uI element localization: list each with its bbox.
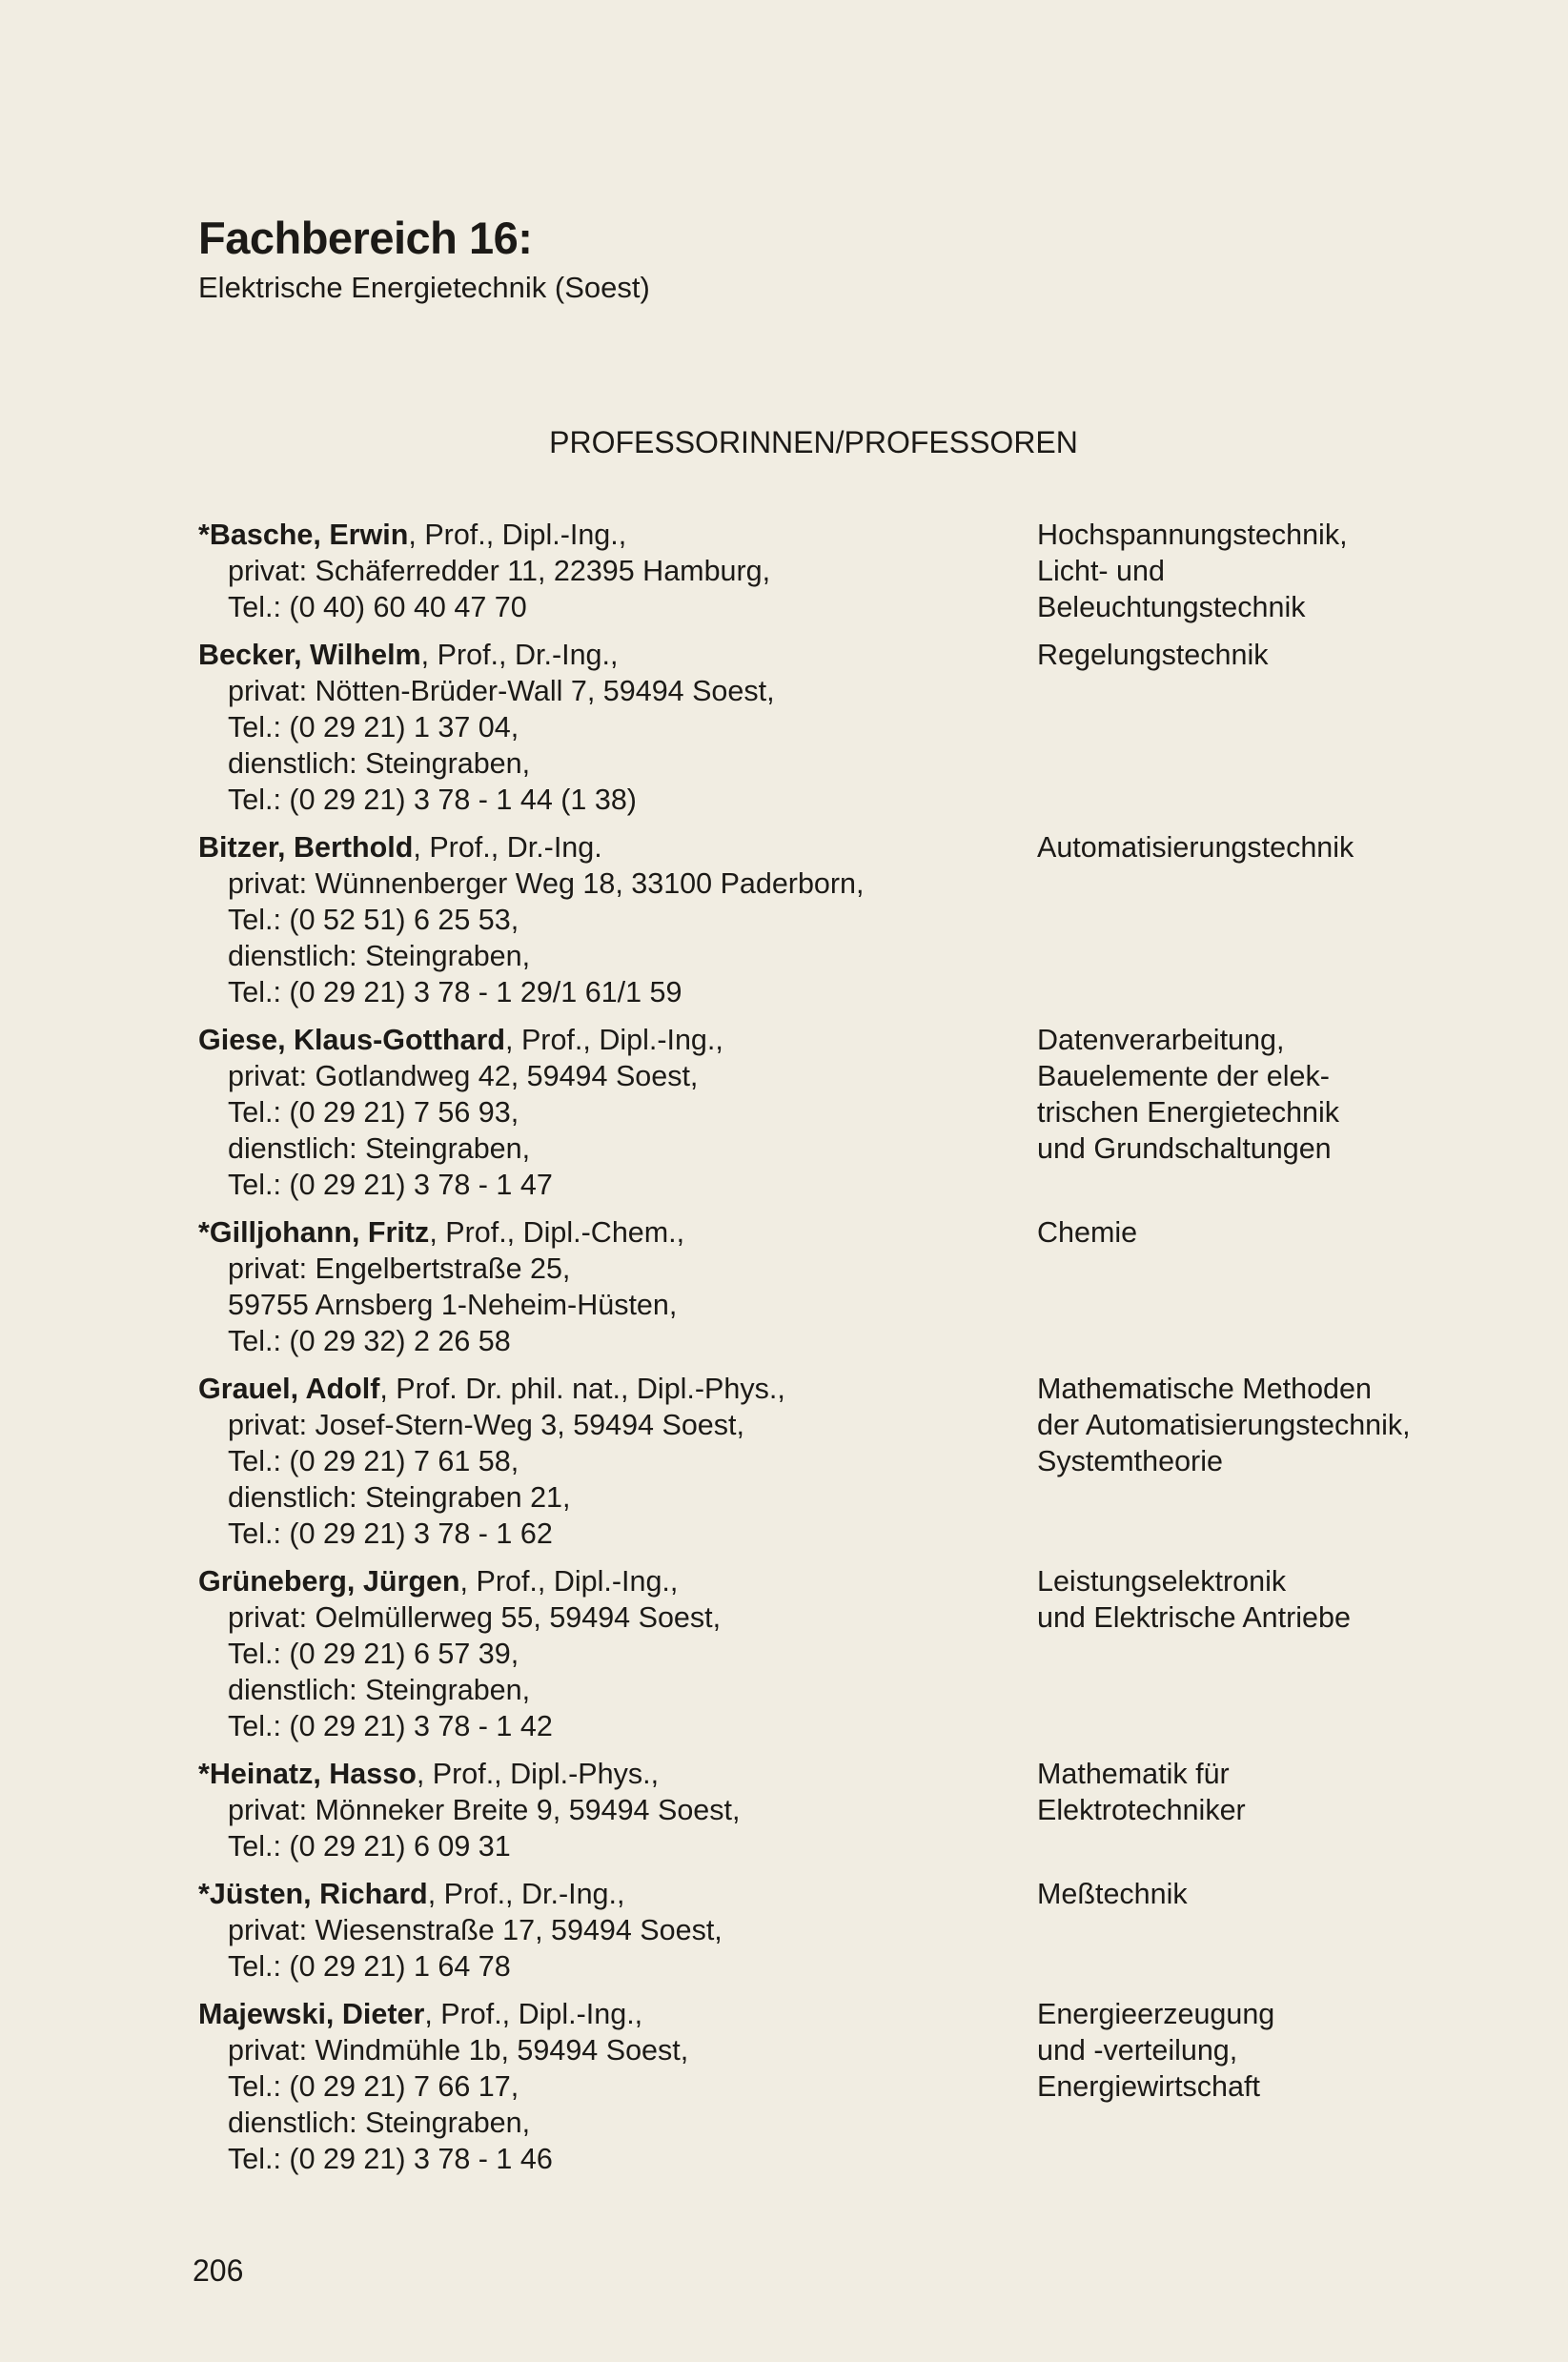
professor-details (198, 1022, 1037, 1203)
subject-area (1037, 1214, 1476, 1251)
professor-details (198, 1214, 1037, 1359)
subject-area (1037, 1876, 1476, 1912)
contact-line: dienstlich: Steingraben, (228, 940, 531, 972)
professor-title: , Prof., Dr.-Ing., (427, 1878, 625, 1910)
contact-line: Tel.: (0 52 51) 6 25 53, (228, 904, 519, 936)
contact-line: dienstlich: Steingraben, (228, 1132, 531, 1165)
subject-line: Licht- und (1037, 555, 1165, 587)
contact-line: Tel.: (0 29 21) 3 78 - 1 29/1 61/1 59 (228, 976, 682, 1008)
subject-area (1037, 1996, 1476, 2105)
contact-line: dienstlich: Steingraben, (228, 747, 531, 780)
subject-line: und Grundschaltungen (1037, 1132, 1332, 1165)
contact-line: Tel.: (0 29 21) 3 78 - 1 42 (228, 1710, 553, 1742)
professor-header-line (198, 1996, 1037, 2032)
professor-details (198, 1371, 1037, 1552)
professor-details (198, 1756, 1037, 1864)
subject-area (1037, 517, 1476, 625)
professor-name: *Jüsten, Richard (198, 1878, 428, 1910)
professor-title: , Prof., Dr.-Ing. (413, 831, 602, 864)
contact-line: dienstlich: Steingraben, (228, 1674, 531, 1706)
professor-header-line (198, 1022, 1037, 1058)
professor-entry (198, 637, 1476, 818)
contact-line: Tel.: (0 29 21) 3 78 - 1 46 (228, 2143, 553, 2175)
professor-header-line (198, 1563, 1037, 1599)
contact-line: Tel.: (0 29 21) 1 64 78 (228, 1950, 511, 1983)
professor-entry (198, 1756, 1476, 1864)
contact-line: dienstlich: Steingraben, (228, 2107, 531, 2139)
subject-line: Hochspannungstechnik, (1037, 519, 1348, 551)
subject-line: trischen Energietechnik (1037, 1096, 1340, 1129)
professor-name: Grauel, Adolf (198, 1373, 380, 1405)
professor-name: Becker, Wilhelm (198, 639, 421, 671)
contact-line: Tel.: (0 29 21) 7 61 58, (228, 1445, 519, 1477)
professor-details (198, 829, 1037, 1010)
professor-entry (198, 829, 1476, 1010)
professor-title: , Prof., Dipl.-Phys., (416, 1758, 660, 1790)
professor-entry (198, 1996, 1476, 2177)
subject-area (1037, 1022, 1476, 1167)
professor-header-line (198, 829, 1037, 865)
professor-header-line (198, 1371, 1037, 1407)
professor-name: *Gilljohann, Fritz (198, 1216, 430, 1249)
professor-entry (198, 1022, 1476, 1203)
professor-header-line (198, 517, 1037, 553)
subject-line: Chemie (1037, 1216, 1138, 1249)
professor-entry (198, 1876, 1476, 1985)
contact-line: Tel.: (0 29 21) 6 57 39, (228, 1638, 519, 1670)
professor-title: , Prof., Dipl.-Chem., (429, 1216, 685, 1249)
subject-line: und -verteilung, (1037, 2034, 1238, 2067)
subject-line: Mathematische Methoden (1037, 1373, 1372, 1405)
professor-entry (198, 1563, 1476, 1744)
professor-entry (198, 1214, 1476, 1359)
contact-line: Tel.: (0 29 21) 3 78 - 1 62 (228, 1517, 553, 1550)
subject-line: der Automatisierungstechnik, (1037, 1409, 1411, 1441)
subject-area (1037, 1371, 1476, 1479)
page-title: Fachbereich 16: (198, 213, 533, 263)
professor-title: , Prof., Dipl.-Ing., (424, 1998, 643, 2030)
subject-line: Leistungselektronik (1037, 1565, 1287, 1598)
contact-line: privat: Oelmüllerweg 55, 59494 Soest, (228, 1601, 722, 1634)
professor-name: *Heinatz, Hasso (198, 1758, 417, 1790)
subject-area (1037, 637, 1476, 673)
professor-list (198, 517, 1476, 2189)
professor-name: *Basche, Erwin (198, 519, 409, 551)
subject-line: Elektrotechniker (1037, 1794, 1246, 1826)
contact-line: privat: Wünnenberger Weg 18, 33100 Paderborn, (228, 867, 865, 900)
professor-title: , Prof., Dipl.-Ing., (408, 519, 627, 551)
subject-line: Automatisierungstechnik (1037, 831, 1354, 864)
professor-title: , Prof., Dipl.-Ing., (459, 1565, 679, 1598)
contact-line: privat: Josef-Stern-Weg 3, 59494 Soest, (228, 1409, 744, 1441)
contact-line: privat: Mönneker Breite 9, 59494 Soest, (228, 1794, 741, 1826)
professor-header-line (198, 1876, 1037, 1912)
professor-name: Grüneberg, Jürgen (198, 1565, 460, 1598)
subject-line: und Elektrische Antriebe (1037, 1601, 1351, 1634)
subject-area (1037, 829, 1476, 865)
professor-header-line (198, 1214, 1037, 1251)
professor-entry (198, 1371, 1476, 1552)
contact-line: Tel.: (0 29 21) 3 78 - 1 47 (228, 1169, 553, 1201)
section-title: PROFESSORINNEN/PROFESSOREN (549, 425, 1078, 459)
professor-title: , Prof., Dipl.-Ing., (505, 1024, 723, 1056)
professor-name: Giese, Klaus-Gotthard (198, 1024, 506, 1056)
contact-line: Tel.: (0 29 21) 6 09 31 (228, 1830, 511, 1863)
contact-line: privat: Wiesenstraße 17, 59494 Soest, (228, 1914, 723, 1946)
professor-header-line (198, 637, 1037, 673)
contact-line: Tel.: (0 29 21) 7 56 93, (228, 1096, 519, 1129)
contact-line: privat: Windmühle 1b, 59494 Soest, (228, 2034, 689, 2067)
professor-details (198, 1996, 1037, 2177)
professor-title: , Prof., Dr.-Ing., (420, 639, 619, 671)
contact-line: privat: Engelbertstraße 25, (228, 1252, 571, 1285)
subject-line: Datenverarbeitung, (1037, 1024, 1285, 1056)
professor-entry (198, 517, 1476, 625)
professor-details (198, 1876, 1037, 1985)
subject-line: Bauelemente der elek- (1037, 1060, 1330, 1092)
subject-line: Beleuchtungstechnik (1037, 591, 1306, 623)
professor-name: Majewski, Dieter (198, 1998, 425, 2030)
subject-line: Energiewirtschaft (1037, 2070, 1260, 2103)
professor-header-line (198, 1756, 1037, 1792)
page-subtitle: Elektrische Energietechnik (Soest) (198, 271, 650, 304)
professor-details (198, 1563, 1037, 1744)
contact-line: privat: Schäferredder 11, 22395 Hamburg, (228, 555, 771, 587)
contact-line: Tel.: (0 40) 60 40 47 70 (228, 591, 527, 623)
contact-line: Tel.: (0 29 21) 1 37 04, (228, 711, 519, 743)
contact-line: privat: Gotlandweg 42, 59494 Soest, (228, 1060, 699, 1092)
subject-line: Regelungstechnik (1037, 639, 1269, 671)
professor-title: , Prof. Dr. phil. nat., Dipl.-Phys., (379, 1373, 785, 1405)
contact-line: privat: Nötten-Brüder-Wall 7, 59494 Soest, (228, 675, 775, 707)
professor-details (198, 517, 1037, 625)
professor-details (198, 637, 1037, 818)
contact-line: Tel.: (0 29 21) 7 66 17, (228, 2070, 519, 2103)
subject-line: Energieerzeugung (1037, 1998, 1275, 2030)
subject-line: Meßtechnik (1037, 1878, 1188, 1910)
professor-name: Bitzer, Berthold (198, 831, 414, 864)
subject-line: Mathematik für (1037, 1758, 1230, 1790)
page-number: 206 (193, 2253, 244, 2288)
contact-line: Tel.: (0 29 21) 3 78 - 1 44 (1 38) (228, 784, 637, 816)
contact-line: Tel.: (0 29 32) 2 26 58 (228, 1325, 511, 1357)
contact-line: 59755 Arnsberg 1-Neheim-Hüsten, (228, 1289, 678, 1321)
subject-area (1037, 1756, 1476, 1828)
subject-area (1037, 1563, 1476, 1636)
contact-line: dienstlich: Steingraben 21, (228, 1481, 571, 1514)
subject-line: Systemtheorie (1037, 1445, 1223, 1477)
